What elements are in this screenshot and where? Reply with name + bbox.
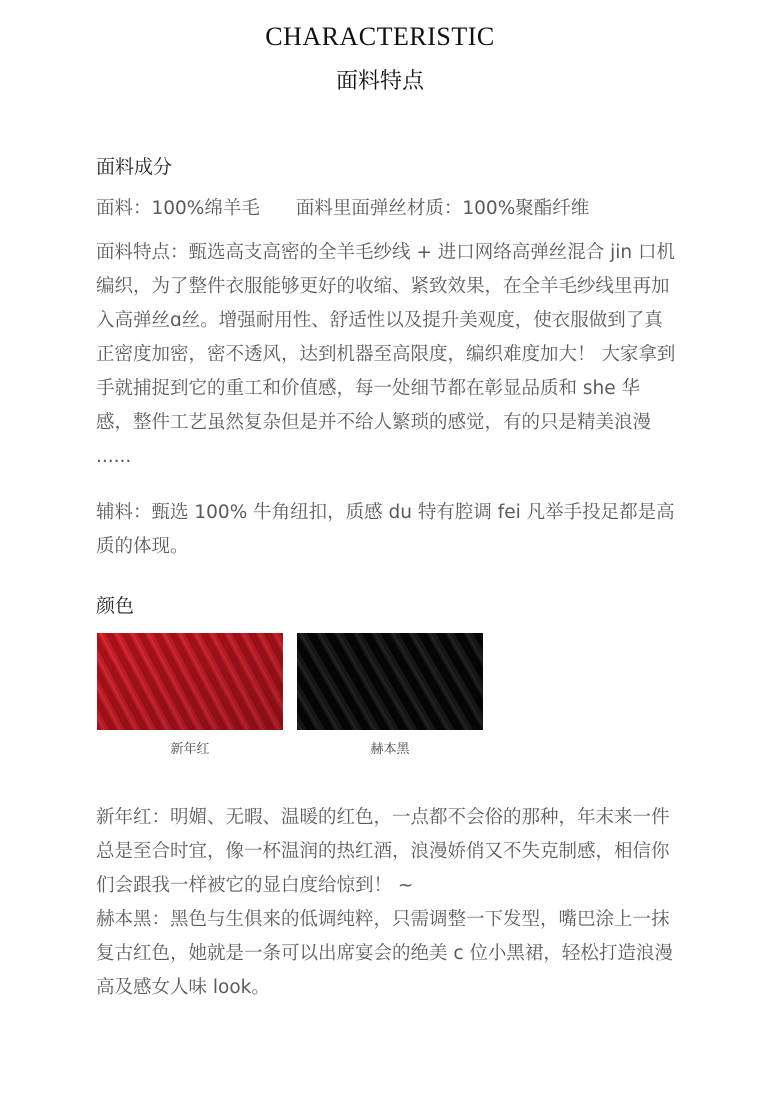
page-title-en: CHARACTERISTIC [265,22,495,51]
page-title-cn: 面料特点 [335,69,424,94]
composition-heading: 面料成分 [96,156,173,178]
accessories-paragraph: 辅料：甄选 100% 牛角纽扣，质感 du 特有腔调 fei 凡举手投足都是高质的体现。 [96,502,675,557]
color-description: 新年红：明媚、无暇、温暖的红色，一点都不会俗的那种，年末来一件总是至合时宜，像一杯温润的热红酒，浪漫娇俏又不失克制感，相信你们会跟我一样被它的显白度给惊到！ ~ 赫本黑：黑色与生俱来的低调纯粹，只需调整一下发型，嘴巴涂上一抹复古红色，她就是一条可以出席宴会的绝美 c 位小黑裙，轻松打造浪漫高及感女人味 look。 [96,807,673,998]
swatch-black [297,633,483,730]
fabric-content: 面料：100%绵羊毛 [96,198,260,219]
swatch-black-label: 赫本黑 [370,742,410,757]
fabric-line [96,194,589,220]
features-paragraph: 面料特点：甄选高支高密的全羊毛纱线 + 进口网络高弹丝混合 jin 口机编织，为了整件衣服能够更好的收缩、紧致效果，在全羊毛纱线里再加入高弹丝ɑ丝。增强耐用性、舒适性以及提升美观度，使衣服做到了真正密度加密，密不透风，达到机器至高限度，编织难度加大！ 大家拿到手就捕捉到它的重工和价值感，每一处细节都在彰显品质和 she 华感，整件工艺虽然复杂但是并不给人繁琐的感觉，有的只是精美浪漫 ...... [96,242,676,467]
red-knit-swatch-icon [97,633,283,730]
swatch-red-label: 新年红 [170,742,210,757]
colors-heading: 颜色 [96,595,135,617]
black-knit-swatch-icon [297,633,483,730]
swatch-red [97,633,283,730]
lining-content: 面料里面弹丝材质：100%聚酯纤维 [295,198,590,219]
